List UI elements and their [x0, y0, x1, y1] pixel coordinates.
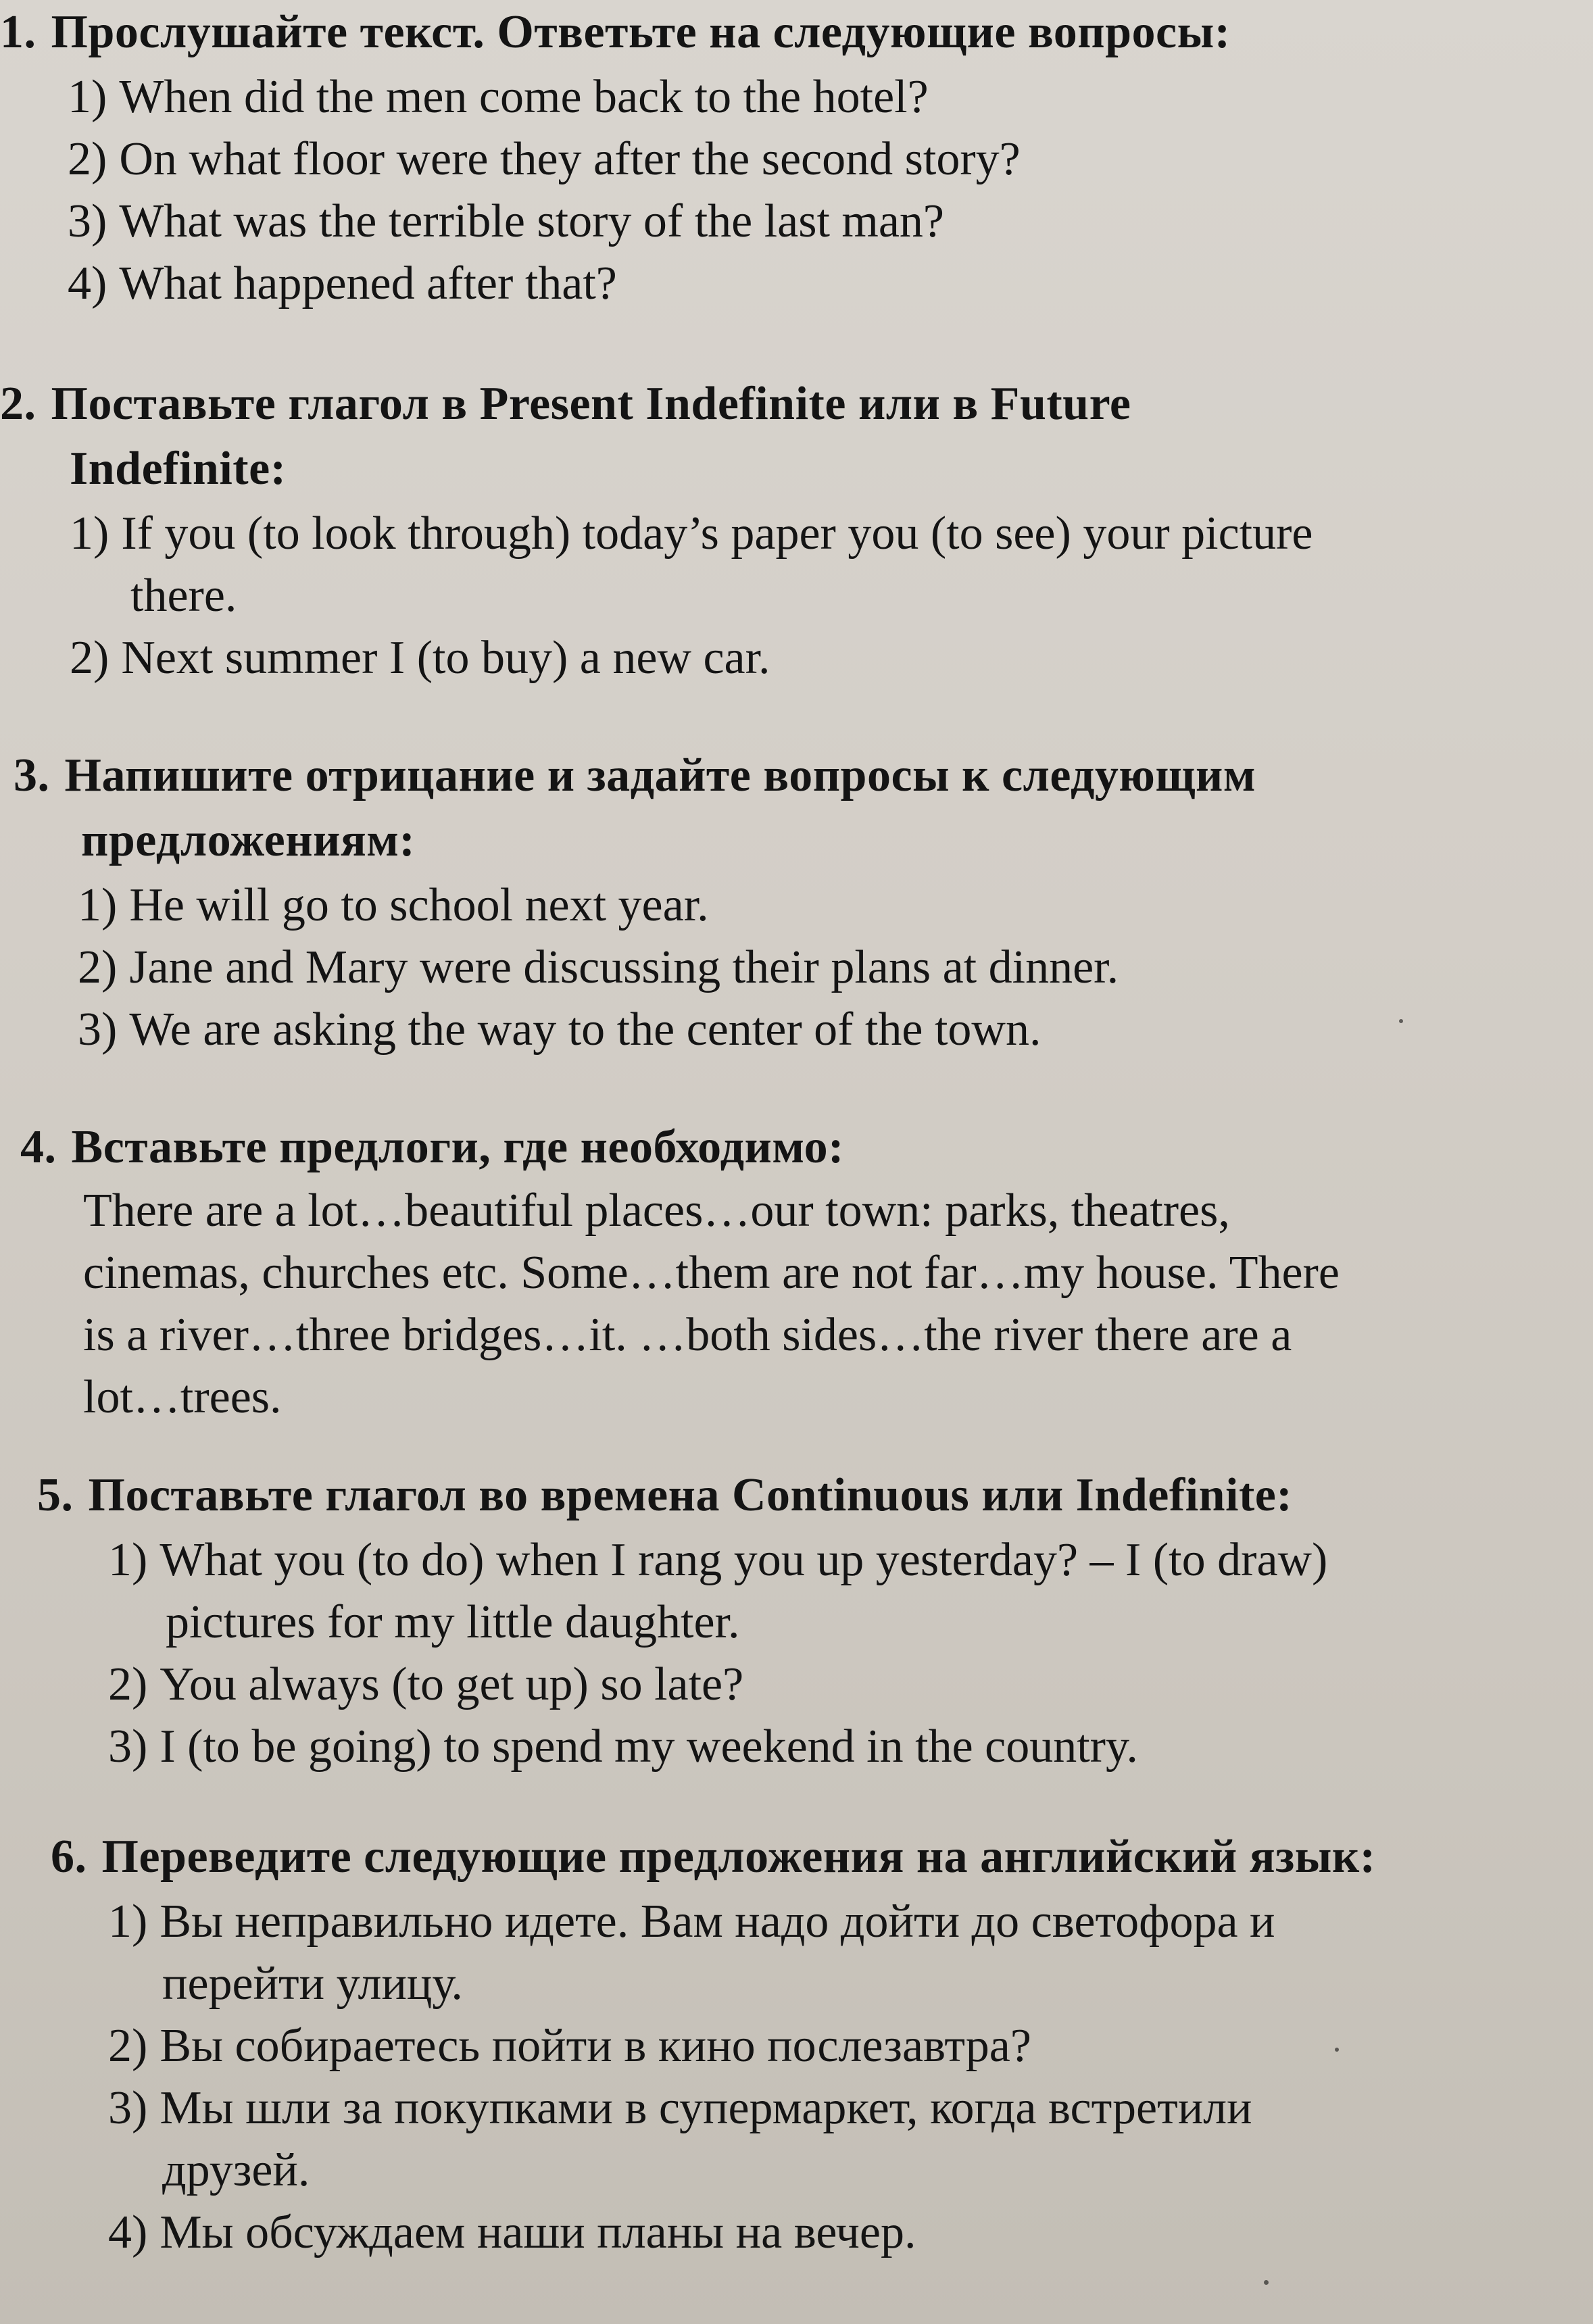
- item-index: 3): [108, 1721, 148, 1773]
- exercise-heading: [0, 743, 1467, 873]
- item-index: 2): [78, 941, 118, 993]
- exercise-number: 4.: [20, 1121, 57, 1173]
- exercise-number: 6.: [51, 1831, 87, 1883]
- item-index: 1): [70, 508, 109, 560]
- item-text-continuation: pictures for my little daughter.: [166, 1596, 740, 1648]
- list-item: [70, 503, 1523, 627]
- item-text: Мы обсуждаем наши планы на вечер.: [160, 2206, 916, 2258]
- item-index: 2): [68, 133, 107, 185]
- exercise-heading: [0, 1463, 1593, 1528]
- list-item: [108, 1716, 1561, 1778]
- list-item: [78, 937, 1593, 999]
- item-text: I (to be going) to spend my weekend in the country.: [160, 1721, 1138, 1773]
- item-text: If you (to look through) today’s paper you (to see) your picture: [121, 508, 1313, 560]
- list-item: [68, 191, 1593, 253]
- sentence-list: [0, 874, 1593, 1061]
- exercise-1: [0, 0, 1593, 315]
- sentence-list: [0, 1891, 1561, 2264]
- exercise-instruction: Поставьте глагол в Present Indefinite или в Future: [51, 378, 1131, 430]
- item-index: 3): [108, 2082, 148, 2134]
- item-index: 3): [68, 195, 107, 247]
- item-index: 1): [108, 1896, 148, 1948]
- item-index: 1): [108, 1534, 148, 1586]
- item-text: We are asking the way to the center of the town.: [129, 1004, 1041, 1056]
- item-index: 4): [68, 257, 107, 310]
- list-item: [78, 999, 1593, 1061]
- paper-speck: [1335, 2048, 1339, 2052]
- item-text: What was the terrible story of the last man?: [119, 195, 945, 247]
- list-item: [68, 128, 1593, 191]
- item-text: You always (to get up) so late?: [160, 1658, 744, 1710]
- exercise-heading: [0, 0, 1593, 65]
- exercise-6: [0, 1825, 1593, 2264]
- list-item: [108, 2077, 1561, 2202]
- exercise-number: 1.: [0, 6, 36, 58]
- list-item: [68, 253, 1593, 315]
- item-text-continuation: there.: [130, 570, 237, 622]
- item-index: 2): [108, 1658, 148, 1710]
- exercise-3: [0, 743, 1593, 1061]
- paragraph-line: cinemas, churches etc. Some…them are not far…my house. There: [83, 1247, 1340, 1299]
- list-item: [108, 1891, 1561, 2015]
- item-text: Вы неправильно идете. Вам надо дойти до светофора и: [160, 1896, 1275, 1948]
- list-item: [108, 2015, 1561, 2077]
- exercise-heading: [0, 1825, 1593, 1889]
- item-index: 1): [78, 879, 118, 931]
- item-text: Вы собираетесь пойти в кино послезавтра?: [160, 2020, 1031, 2072]
- exercise-instruction-continuation: Indefinite:: [70, 443, 287, 495]
- list-item: [108, 1529, 1561, 1654]
- exercise-5: [0, 1463, 1593, 1778]
- paper-speck: [1264, 2280, 1269, 2285]
- item-text: He will go to school next year.: [129, 879, 709, 931]
- exercise-heading: [0, 372, 1318, 501]
- item-text: Next summer I (to buy) a new car.: [121, 632, 770, 684]
- sentence-list: [0, 1529, 1561, 1778]
- item-index: 3): [78, 1004, 118, 1056]
- exercise-instruction: Поставьте глагол во времена Continuous или Indefinite:: [88, 1469, 1293, 1521]
- exercise-instruction: Напишите отрицание и задайте вопросы к следующим: [64, 749, 1256, 801]
- list-item: [70, 627, 1523, 689]
- item-text: What happened after that?: [119, 257, 617, 310]
- exercise-number: 2.: [0, 378, 36, 430]
- item-text-continuation: перейти улицу.: [162, 1958, 463, 2010]
- exercise-heading: [0, 1115, 1593, 1180]
- question-list: [0, 66, 1593, 315]
- sentence-list: [0, 503, 1523, 689]
- exercise-number: 5.: [37, 1469, 74, 1521]
- paper-speck: [1399, 1019, 1403, 1023]
- list-item: [108, 1654, 1561, 1716]
- item-text: When did the men come back to the hotel?: [119, 71, 929, 123]
- item-text: On what floor were they after the second story?: [119, 133, 1021, 185]
- exercise-number: 3.: [14, 749, 50, 801]
- exercise-4: [0, 1115, 1593, 1429]
- item-text: Мы шли за покупками в супермаркет, когда встретили: [160, 2082, 1252, 2134]
- item-index: 1): [68, 71, 107, 123]
- exercise-instruction: Переведите следующие предложения на английский язык:: [101, 1831, 1376, 1883]
- exercise-instruction-continuation: предложениям:: [81, 814, 416, 866]
- item-text: What you (to do) when I rang you up yesterday? – I (to draw): [160, 1534, 1328, 1586]
- paragraph-line: There are a lot…beautiful places…our town: parks, theatres,: [83, 1185, 1230, 1237]
- item-text-continuation: друзей.: [162, 2144, 310, 2196]
- paragraph-line: lot…trees.: [83, 1371, 282, 1423]
- paragraph-line: is a river…three bridges…it. …both sides…the river there are a: [83, 1309, 1292, 1361]
- exercise-2: [0, 372, 1593, 689]
- list-item: [78, 874, 1593, 937]
- gap-fill-paragraph: [0, 1180, 1593, 1429]
- exercise-instruction: Прослушайте текст. Ответьте на следующие вопросы:: [51, 6, 1231, 58]
- exercise-instruction: Вставьте предлоги, где необходимо:: [71, 1121, 844, 1173]
- item-text: Jane and Mary were discussing their plans at dinner.: [129, 941, 1119, 993]
- item-index: 2): [70, 632, 109, 684]
- item-index: 4): [108, 2206, 148, 2258]
- list-item: [108, 2202, 1561, 2264]
- list-item: [68, 66, 1593, 128]
- item-index: 2): [108, 2020, 148, 2072]
